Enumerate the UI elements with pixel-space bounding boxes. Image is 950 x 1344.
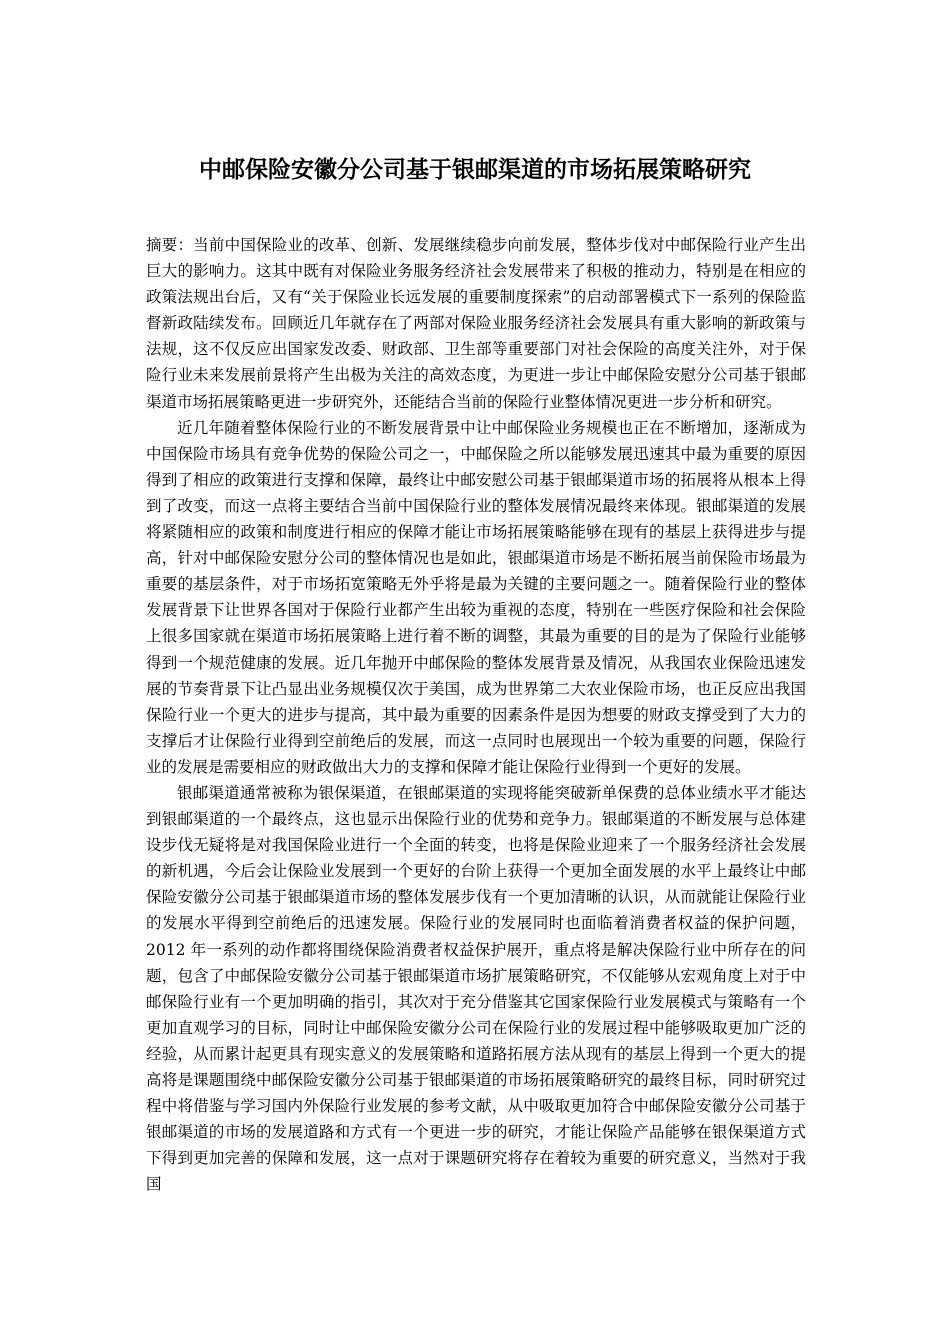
- body-paragraph-2: 银邮渠道通常被称为银保渠道，在银邮渠道的实现将能突破新单保费的总体业绩水平才能达到银邮渠道的一个最终点，这也显示出保险行业的优势和竞争力。银邮渠道的不断发展与总体建设步伐无疑将是对我国保险业进行一个全面的转变，也将是保险业迎来了一个服务经济社会发展的新机遇，今后会让保险业发展到一个更好的台阶上获得一个更加全面发展的水平上最终让中邮保险安徽分公司基于银邮渠道市场的整体发展步伐有一个更加清晰的认识，从而就能让保险行业的发展水平得到空前绝后的迅速发展。保险行业的发展同时也面临着消费者权益的保护问题，2012 年一系列的动作都将围绕保险消费者权益保护展开，重点将是解决保险行业中所存在的问题，包含了中邮保险安徽分公司基于银邮渠道市场扩展策略研究，不仅能够从宏观角度上对于中邮保险行业有一个更加明确的指引，其次对于充分借鉴其它国家保险行业发展模式与策略有一个更加直观学习的目标，同时让中邮保险安徽分公司在保险行业的发展过程中能够吸取更加广泛的经验，从而累计起更具有现实意义的发展策略和道路拓展方法从现有的基层上得到一个更大的提高将是课题围绕中邮保险安徽分公司基于银邮渠道的市场拓展策略研究的最终目标，同时研究过程中将借鉴与学习国内外保险行业发展的参考文献，从中吸取更加符合中邮保险安徽分公司基于银邮渠道的市场的发展道路和方式有一个更进一步的研究，才能让保险产品能够在银保渠道方式下得到更加完善的保障和发展，这一点对于课题研究将存在着较为重要的研究意义，当然对于我国: [146, 783, 806, 1194]
- document-body: [146, 232, 806, 1197]
- abstract-paragraph: 摘要：当前中国保险业的改革、创新、发展继续稳步向前发展，整体步伐对中邮保险行业产生出巨大的影响力。这其中既有对保险业务服务经济社会发展带来了积极的推动力，特别是在相应的政策法规出台后，又有“关于保险业长远发展的重要制度探索”的启动部署模式下一系列的保险监督新政陆续发布。回顾近几年就存在了两部对保险业服务经济社会发展具有重大影响的新政策与法规，这不仅反应出国家发改委、财政部、卫生部等重要部门对社会保险的高度关注外，对于保险行业未来发展前景将产生出极为关注的高效态度，为更进一步让中邮保险安慰分公司基于银邮渠道市场拓展策略更进一步研究外，还能结合当前的保险行业整体情况更进一步分析和研究。: [146, 236, 806, 411]
- body-paragraph-1: 近几年随着整体保险行业的不断发展背景中让中邮保险业务规模也正在不断增加，逐渐成为中国保险市场具有竞争优势的保险公司之一，中邮保险之所以能够发展迅速其中最为重要的原因得到了相应的政策进行支撑和保障，最终让中邮安慰公司基于银邮渠道市场的拓展将从根本上得到了改变，而这一点将主要结合当前中国保险行业的整体发展情况最终来体现。银邮渠道的发展将紧随相应的政策和制度进行相应的保障才能让市场拓展策略能够在现有的基层上获得进步与提高，针对中邮保险安慰分公司的整体情况也是如此，银邮渠道市场是不断拓展当前保险市场最为重要的基层条件，对于市场拓宽策略无外乎将是最为关键的主要问题之一。随着保险行业的整体发展背景下让世界各国对于保险行业都产生出较为重视的态度，特别在一些医疗保险和社会保险上很多国家就在渠道市场拓展策略上进行着不断的调整，其最为重要的目的是为了保险行业能够得到一个规范健康的发展。近几年抛开中邮保险的整体发展背景及情况，从我国农业保险迅速发展的节奏背景下让凸显出业务规模仅次于美国，成为世界第二大农业保险市场，也正反应出我国保险行业一个更大的进步与提高，其中最为重要的因素条件是因为想要的财政支撑受到了大力的支撑后才让保险行业得到空前绝后的发展，而这一点同时也展现出一个较为重要的问题，保险行业的发展是需要相应的财政做出大力的支撑和保障才能让保险行业得到一个更好的发展。: [146, 418, 806, 776]
- document-title: 中邮保险安徽分公司基于银邮渠道的市场拓展策略研究: [199, 157, 751, 183]
